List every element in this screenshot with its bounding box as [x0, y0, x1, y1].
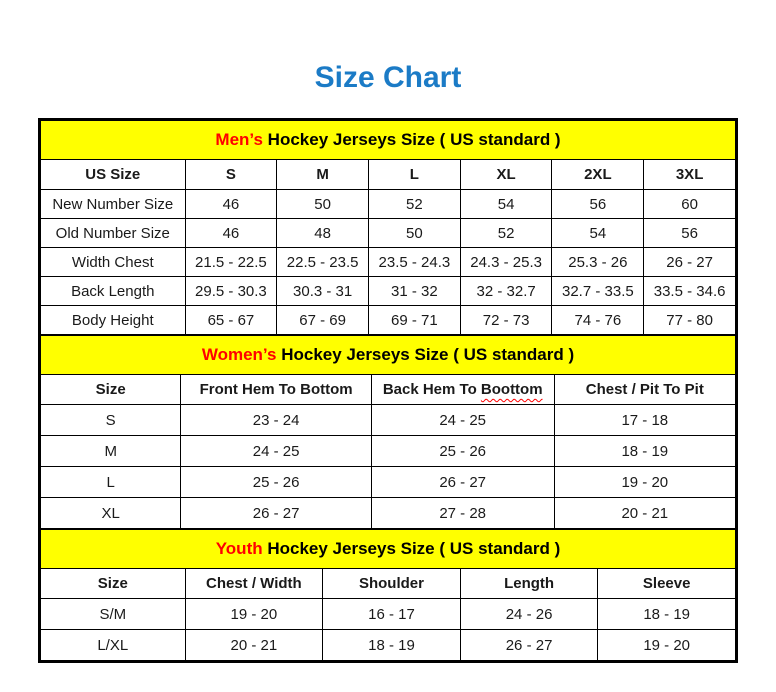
- mens-cell: 30.3 - 31: [277, 277, 369, 306]
- mens-cell: 54: [460, 190, 552, 219]
- mens-cell: 24.3 - 25.3: [460, 248, 552, 277]
- youth-section-band: [41, 530, 736, 569]
- mens-size-table: [40, 120, 736, 335]
- mens-cell: 54: [552, 219, 644, 248]
- womens-row-label: XL: [41, 498, 181, 529]
- mens-cell: 25.3 - 26: [552, 248, 644, 277]
- womens-size-table: [40, 335, 736, 529]
- youth-cell: 18 - 19: [598, 599, 736, 630]
- womens-cell: 25 - 26: [181, 467, 371, 498]
- mens-cell: 48: [277, 219, 369, 248]
- mens-cell: 26 - 27: [644, 248, 736, 277]
- table-row: [41, 436, 736, 467]
- youth-cell: 19 - 20: [598, 630, 736, 661]
- youth-heading-rest: Hockey Jerseys Size ( US standard ): [262, 539, 561, 558]
- womens-cell: 25 - 26: [371, 436, 554, 467]
- womens-col-header-back-hem: [371, 375, 554, 405]
- table-row: [41, 405, 736, 436]
- youth-size-table: [40, 529, 736, 661]
- mens-heading-rest: Hockey Jerseys Size ( US standard ): [262, 130, 561, 149]
- table-row: [41, 630, 736, 661]
- mens-cell: 65 - 67: [185, 306, 277, 335]
- mens-cell: 50: [369, 219, 461, 248]
- youth-heading-highlight: Youth: [215, 539, 263, 558]
- mens-cell: 52: [369, 190, 461, 219]
- table-row: [41, 467, 736, 498]
- youth-cell: 24 - 26: [460, 599, 598, 630]
- table-row: [41, 498, 736, 529]
- back-hem-prefix: Back Hem To: [382, 381, 481, 398]
- mens-cell: 23.5 - 24.3: [369, 248, 461, 277]
- mens-cell: 32.7 - 33.5: [552, 277, 644, 306]
- youth-col-header: Chest / Width: [185, 569, 323, 599]
- mens-col-header: XL: [460, 160, 552, 190]
- womens-cell: 27 - 28: [371, 498, 554, 529]
- womens-heading-highlight: Women’s: [201, 345, 277, 364]
- page-title: Size Chart: [314, 61, 462, 94]
- womens-cell: 18 - 19: [554, 436, 735, 467]
- womens-col-header: Front Hem To Bottom: [181, 375, 371, 405]
- womens-cell: 23 - 24: [181, 405, 371, 436]
- youth-cell: 18 - 19: [323, 630, 461, 661]
- mens-row-label: Back Length: [41, 277, 186, 306]
- mens-cell: 46: [185, 190, 277, 219]
- youth-cell: 19 - 20: [185, 599, 323, 630]
- mens-cell: 50: [277, 190, 369, 219]
- mens-cell: 72 - 73: [460, 306, 552, 335]
- mens-cell: 31 - 32: [369, 277, 461, 306]
- size-chart-tables: [38, 118, 738, 663]
- youth-cell: 16 - 17: [323, 599, 461, 630]
- womens-cell: 26 - 27: [181, 498, 371, 529]
- youth-cell: 20 - 21: [185, 630, 323, 661]
- womens-row-label: M: [41, 436, 181, 467]
- mens-cell: 46: [185, 219, 277, 248]
- womens-row-label: L: [41, 467, 181, 498]
- mens-cell: 56: [552, 190, 644, 219]
- youth-col-header: Shoulder: [323, 569, 461, 599]
- womens-cell: 24 - 25: [181, 436, 371, 467]
- table-row: [41, 248, 736, 277]
- mens-col-header: S: [185, 160, 277, 190]
- mens-cell: 29.5 - 30.3: [185, 277, 277, 306]
- table-row: [41, 190, 736, 219]
- mens-col-header: 3XL: [644, 160, 736, 190]
- mens-cell: 52: [460, 219, 552, 248]
- mens-header-row: [41, 160, 736, 190]
- mens-section-band: [41, 121, 736, 160]
- mens-row-label: Old Number Size: [41, 219, 186, 248]
- mens-col-header: 2XL: [552, 160, 644, 190]
- youth-cell: 26 - 27: [460, 630, 598, 661]
- mens-row-label: Width Chest: [41, 248, 186, 277]
- youth-header-row: [41, 569, 736, 599]
- table-row: [41, 599, 736, 630]
- womens-cell: 26 - 27: [371, 467, 554, 498]
- womens-col-header: Size: [41, 375, 181, 405]
- womens-heading-rest: Hockey Jerseys Size ( US standard ): [276, 345, 575, 364]
- mens-col-header: L: [369, 160, 461, 190]
- mens-row-label: Body Height: [41, 306, 186, 335]
- womens-header-row: [41, 375, 736, 405]
- youth-col-header: Size: [41, 569, 186, 599]
- youth-col-header: Length: [460, 569, 598, 599]
- table-row: [41, 219, 736, 248]
- mens-cell: 21.5 - 22.5: [185, 248, 277, 277]
- mens-cell: 32 - 32.7: [460, 277, 552, 306]
- youth-col-header: Sleeve: [598, 569, 736, 599]
- youth-row-label: S/M: [41, 599, 186, 630]
- mens-col-header: M: [277, 160, 369, 190]
- youth-row-label: L/XL: [41, 630, 186, 661]
- mens-cell: 67 - 69: [277, 306, 369, 335]
- mens-row-label: New Number Size: [41, 190, 186, 219]
- womens-section-band: [41, 336, 736, 375]
- mens-cell: 56: [644, 219, 736, 248]
- table-row: [41, 277, 736, 306]
- womens-col-header: Chest / Pit To Pit: [554, 375, 735, 405]
- mens-cell: 33.5 - 34.6: [644, 277, 736, 306]
- mens-cell: 22.5 - 23.5: [277, 248, 369, 277]
- mens-cell: 74 - 76: [552, 306, 644, 335]
- mens-section-heading: [41, 121, 736, 160]
- mens-cell: 69 - 71: [369, 306, 461, 335]
- mens-col-header: US Size: [41, 160, 186, 190]
- womens-cell: 17 - 18: [554, 405, 735, 436]
- misspelled-word: Boottom: [480, 381, 543, 398]
- youth-section-heading: [41, 530, 736, 569]
- mens-cell: 60: [644, 190, 736, 219]
- table-row: [41, 306, 736, 335]
- womens-cell: 24 - 25: [371, 405, 554, 436]
- womens-cell: 20 - 21: [554, 498, 735, 529]
- womens-section-heading: [41, 336, 736, 375]
- mens-cell: 77 - 80: [644, 306, 736, 335]
- womens-cell: 19 - 20: [554, 467, 735, 498]
- womens-row-label: S: [41, 405, 181, 436]
- mens-heading-highlight: Men’s: [215, 130, 263, 149]
